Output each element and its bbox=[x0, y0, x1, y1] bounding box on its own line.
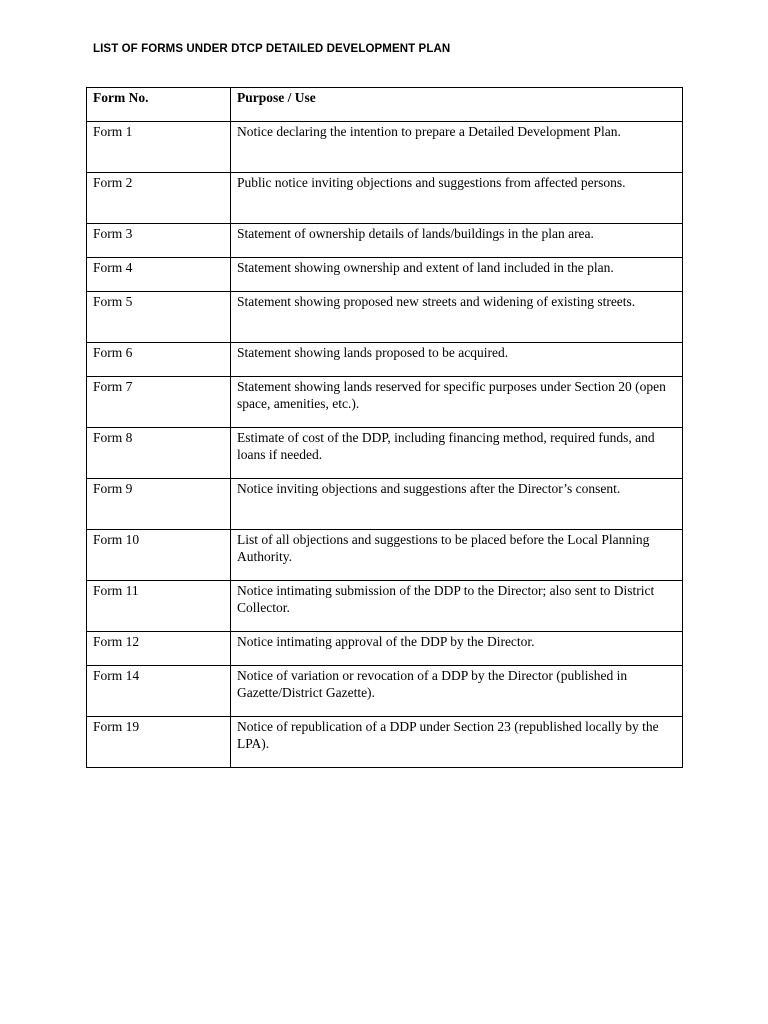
forms-table bbox=[86, 87, 683, 768]
table-row bbox=[87, 428, 683, 479]
form-number-cell: Form 8 bbox=[87, 428, 231, 479]
table-row bbox=[87, 173, 683, 224]
table-row bbox=[87, 122, 683, 173]
form-purpose-cell: Notice of republication of a DDP under Section 23 (republished locally by the LPA). bbox=[231, 717, 683, 768]
form-purpose-cell: Estimate of cost of the DDP, including financing method, required funds, and loans if needed. bbox=[231, 428, 683, 479]
form-purpose-cell: Public notice inviting objections and suggestions from affected persons. bbox=[231, 173, 683, 224]
column-header-form-no: Form No. bbox=[87, 88, 231, 122]
form-number-cell: Form 4 bbox=[87, 258, 231, 292]
table-row bbox=[87, 530, 683, 581]
form-number-cell: Form 9 bbox=[87, 479, 231, 530]
form-number-cell: Form 3 bbox=[87, 224, 231, 258]
page-title: LIST OF FORMS UNDER DTCP DETAILED DEVELOPMENT PLAN bbox=[93, 43, 451, 55]
form-purpose-cell: Notice declaring the intention to prepare a Detailed Development Plan. bbox=[231, 122, 683, 173]
form-number-cell: Form 19 bbox=[87, 717, 231, 768]
form-number-cell: Form 6 bbox=[87, 343, 231, 377]
form-purpose-cell: Notice of variation or revocation of a DDP by the Director (published in Gazette/District Gazette). bbox=[231, 666, 683, 717]
form-purpose-cell: Notice intimating submission of the DDP to the Director; also sent to District Collector. bbox=[231, 581, 683, 632]
column-header-purpose: Purpose / Use bbox=[231, 88, 683, 122]
table-row bbox=[87, 581, 683, 632]
table-row bbox=[87, 377, 683, 428]
form-purpose-cell: List of all objections and suggestions to be placed before the Local Planning Authority. bbox=[231, 530, 683, 581]
table-row bbox=[87, 632, 683, 666]
form-purpose-cell: Statement showing ownership and extent of land included in the plan. bbox=[231, 258, 683, 292]
table-row bbox=[87, 224, 683, 258]
form-number-cell: Form 2 bbox=[87, 173, 231, 224]
form-number-cell: Form 5 bbox=[87, 292, 231, 343]
form-number-cell: Form 14 bbox=[87, 666, 231, 717]
form-purpose-cell: Statement showing lands proposed to be acquired. bbox=[231, 343, 683, 377]
table-row bbox=[87, 258, 683, 292]
form-purpose-cell: Notice inviting objections and suggestions after the Director’s consent. bbox=[231, 479, 683, 530]
form-number-cell: Form 1 bbox=[87, 122, 231, 173]
form-purpose-cell: Notice intimating approval of the DDP by the Director. bbox=[231, 632, 683, 666]
form-number-cell: Form 11 bbox=[87, 581, 231, 632]
form-purpose-cell: Statement showing lands reserved for specific purposes under Section 20 (open space, amenities, etc.). bbox=[231, 377, 683, 428]
form-number-cell: Form 12 bbox=[87, 632, 231, 666]
table-row bbox=[87, 666, 683, 717]
form-number-cell: Form 10 bbox=[87, 530, 231, 581]
form-number-cell: Form 7 bbox=[87, 377, 231, 428]
table-row bbox=[87, 479, 683, 530]
table-row bbox=[87, 717, 683, 768]
table-row bbox=[87, 343, 683, 377]
table-header-row bbox=[87, 88, 683, 122]
form-purpose-cell: Statement of ownership details of lands/buildings in the plan area. bbox=[231, 224, 683, 258]
form-purpose-cell: Statement showing proposed new streets and widening of existing streets. bbox=[231, 292, 683, 343]
table-row bbox=[87, 292, 683, 343]
